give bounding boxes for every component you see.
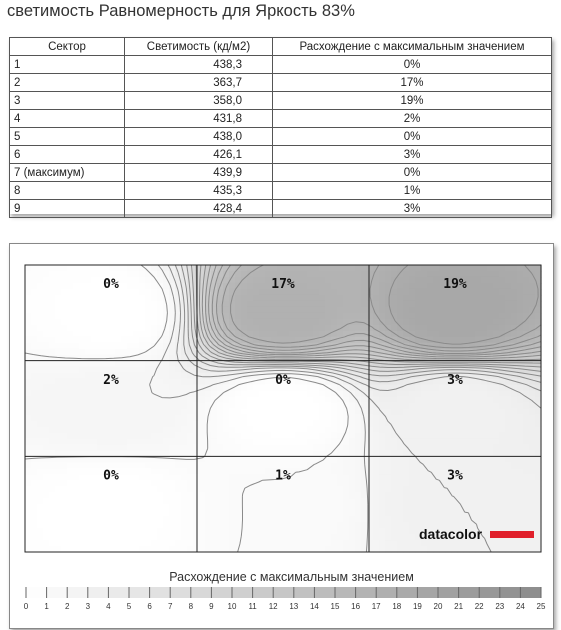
table-row xyxy=(10,92,552,110)
legend-tick-label: 15 xyxy=(330,602,340,611)
cell-sector: 6 xyxy=(10,146,125,164)
legend-tick-label: 14 xyxy=(309,602,319,611)
table-row xyxy=(10,182,552,200)
legend-tick-label: 24 xyxy=(515,602,525,611)
legend-color-step xyxy=(356,587,377,598)
legend-color-step xyxy=(335,587,356,598)
table-row xyxy=(10,128,552,146)
column-header-sector: Сектор xyxy=(10,38,125,56)
legend-tick-label: 12 xyxy=(268,602,278,611)
legend-tick-label: 9 xyxy=(209,602,214,611)
legend-tick-label: 11 xyxy=(248,602,257,611)
legend-color-step xyxy=(314,587,335,598)
legend-tick-label: 8 xyxy=(188,602,194,611)
table-row xyxy=(10,74,552,92)
legend-tick-label: 2 xyxy=(64,602,70,611)
cell-deviation: 0% xyxy=(273,128,552,146)
legend-color-step xyxy=(191,587,212,598)
legend-tick-label: 20 xyxy=(433,602,443,611)
cell-deviation: 0% xyxy=(273,56,552,74)
cell-luminance: 431,8 xyxy=(125,110,273,128)
cell-sector: 9 xyxy=(10,200,125,218)
legend-tick-label: 4 xyxy=(106,602,111,611)
cell-deviation: 17% xyxy=(273,74,552,92)
table-header-row xyxy=(10,38,552,56)
cell-luminance: 426,1 xyxy=(125,146,273,164)
cell-sector: 4 xyxy=(10,110,125,128)
legend-tick-label: 21 xyxy=(454,602,464,611)
uniformity-table-panel xyxy=(9,37,552,214)
cell-sector: 5 xyxy=(10,128,125,146)
legend-tick-label: 1 xyxy=(44,602,49,611)
column-header-deviation: Расхождение с максимальным значением xyxy=(273,38,552,56)
legend-color-step xyxy=(397,587,418,598)
legend-tick-label: 10 xyxy=(227,602,237,611)
legend-color-step xyxy=(253,587,274,598)
cell-deviation-label: 2% xyxy=(103,372,119,388)
legend-tick-label: 17 xyxy=(371,602,381,611)
legend-color-step xyxy=(273,587,294,598)
cell-sector: 2 xyxy=(10,74,125,92)
cell-deviation-label: 1% xyxy=(275,468,291,484)
cell-sector: 8 xyxy=(10,182,125,200)
datacolor-logo-bar xyxy=(490,531,534,538)
datacolor-logo: datacolor xyxy=(419,526,483,542)
legend-color-step xyxy=(67,587,88,598)
legend-color-step xyxy=(211,587,232,598)
legend-tick-label: 25 xyxy=(536,602,546,611)
legend-tick-label: 3 xyxy=(85,602,91,611)
cell-sector: 7 (максимум) xyxy=(10,164,125,182)
cell-luminance: 363,7 xyxy=(125,74,273,92)
cell-deviation-label: 17% xyxy=(271,277,295,293)
cell-deviation: 0% xyxy=(273,164,552,182)
cell-deviation-label: 0% xyxy=(275,372,291,388)
cell-deviation-label: 3% xyxy=(447,372,463,388)
cell-deviation-label: 19% xyxy=(443,277,467,293)
table-row xyxy=(10,146,552,164)
legend-tick-label: 6 xyxy=(147,602,152,611)
uniformity-contour-plot xyxy=(10,244,553,628)
legend-color-step xyxy=(150,587,171,598)
table-row xyxy=(10,164,552,182)
legend-color-step xyxy=(479,587,500,598)
legend-color-step xyxy=(47,587,68,598)
legend-color-step xyxy=(459,587,480,598)
legend-tick-label: 22 xyxy=(474,602,484,611)
legend-color-step xyxy=(294,587,315,598)
legend-tick-label: 5 xyxy=(126,602,132,611)
legend-tick-label: 0 xyxy=(23,602,29,611)
cell-sector: 3 xyxy=(10,92,125,110)
legend-tick-label: 13 xyxy=(289,602,299,611)
plot-shading xyxy=(25,265,542,553)
column-header-luminance: Светимость (кд/м2) xyxy=(125,38,273,56)
cell-luminance: 438,0 xyxy=(125,128,273,146)
uniformity-plot-panel xyxy=(9,243,554,629)
legend-color-step xyxy=(108,587,129,598)
legend-tick-label: 23 xyxy=(495,602,505,611)
legend-tick-label: 7 xyxy=(167,602,173,611)
table-row xyxy=(10,110,552,128)
cell-luminance: 358,0 xyxy=(125,92,273,110)
cell-luminance: 428,4 xyxy=(125,200,273,218)
page-title: светимость Равномерность для Яркость 83% xyxy=(7,2,355,20)
legend-color-step xyxy=(438,587,459,598)
uniformity-table xyxy=(9,37,552,218)
cell-deviation-label: 3% xyxy=(447,468,463,484)
cell-deviation: 19% xyxy=(273,92,552,110)
table-row xyxy=(10,200,552,218)
cell-luminance: 439,9 xyxy=(125,164,273,182)
legend-color-step xyxy=(520,587,541,598)
cell-deviation-label: 0% xyxy=(103,468,119,484)
cell-luminance: 438,3 xyxy=(125,56,273,74)
table-row xyxy=(10,56,552,74)
legend-color-step xyxy=(129,587,150,598)
cell-luminance: 435,3 xyxy=(125,182,273,200)
legend-tick-label: 18 xyxy=(392,602,402,611)
cell-deviation: 1% xyxy=(273,182,552,200)
cell-deviation: 3% xyxy=(273,146,552,164)
legend-tick-label: 16 xyxy=(351,602,361,611)
legend-color-step xyxy=(500,587,521,598)
legend-color-step xyxy=(170,587,191,598)
cell-deviation: 2% xyxy=(273,110,552,128)
legend-color-step xyxy=(232,587,253,598)
legend-color-step xyxy=(26,587,47,598)
legend-tick-label: 19 xyxy=(412,602,422,611)
legend-color-step xyxy=(417,587,438,598)
legend-title: Расхождение с максимальным значением xyxy=(169,570,414,584)
legend-color-step xyxy=(88,587,109,598)
cell-deviation: 3% xyxy=(273,200,552,218)
legend-color-step xyxy=(376,587,397,598)
cell-sector: 1 xyxy=(10,56,125,74)
cell-deviation-label: 0% xyxy=(103,277,119,293)
